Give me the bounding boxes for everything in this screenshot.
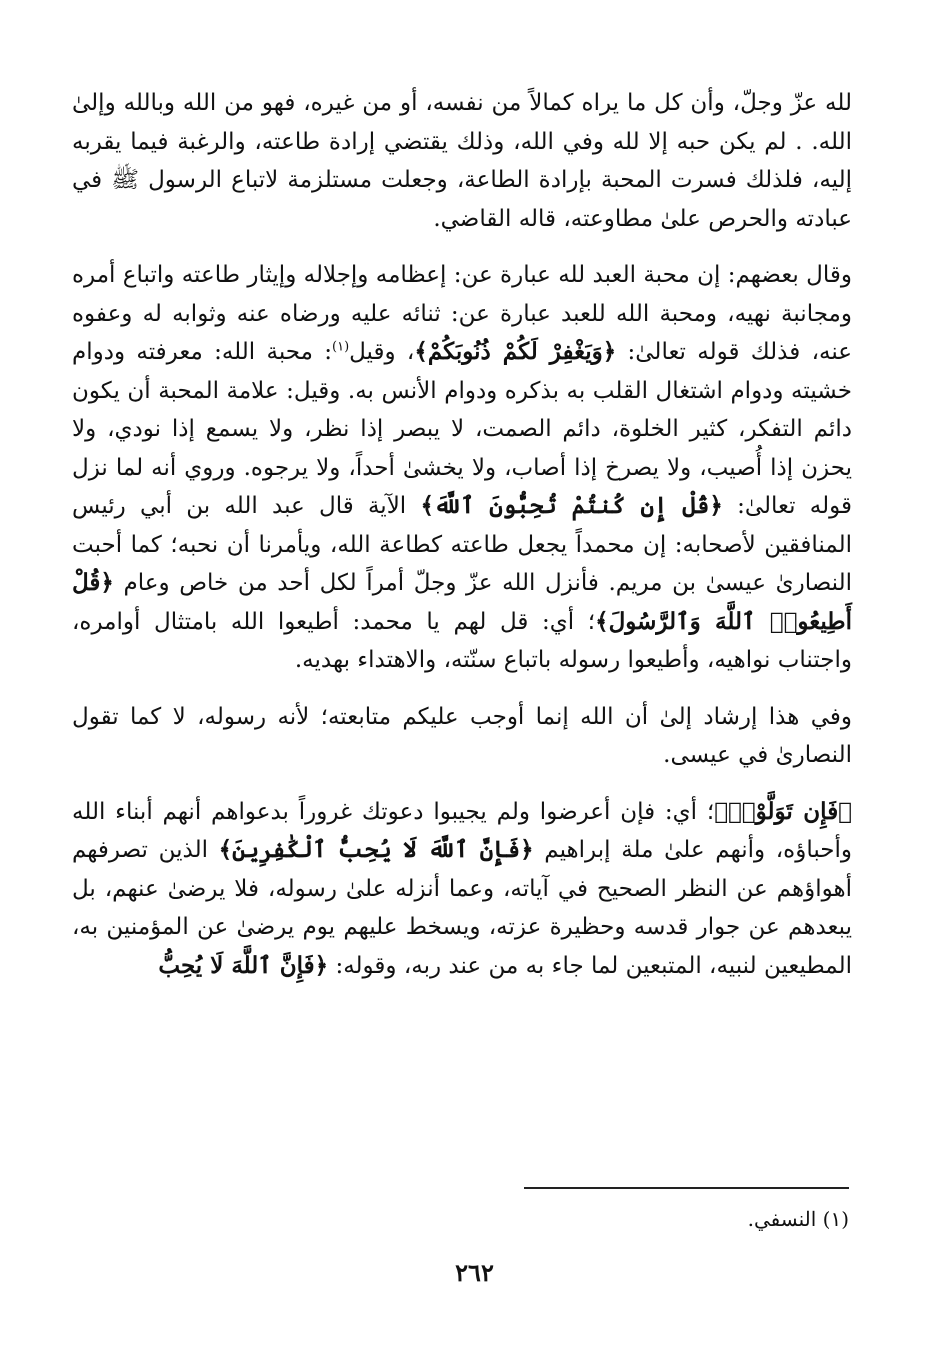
quran-verse: ﴿فَإِنَّ ٱللَّهَ لَا يُحِبُّ ٱلْكَٰفِرِينَ﴾ [218, 836, 534, 863]
paragraph [72, 698, 852, 775]
paragraph [72, 84, 852, 238]
text-segment: الذين تصرفهم أهواؤهم عن النظر الصحيح في آياته، وعما أنزله علىٰ رسوله، فلا يرضىٰ عنهم، بل يبعدهم عن جوار قدسه وحظيرة عزته، ويسخط عليهم يوم يرضىٰ عن المؤمنين به، المطيعين لنبيه، المتبعين لما جاء به من عند ربه، وقوله: [72, 837, 852, 979]
paragraph [72, 256, 852, 680]
quran-verse: ﴿فَإِن تَوَلَّوْا۟﴾ [714, 797, 852, 825]
quran-verse: ﴿وَيَغْفِرْ لَكُمْ ذُنُوبَكُمْ﴾ [414, 338, 617, 365]
page-number: ٢٦٢ [455, 1258, 494, 1287]
text-segment: وفي هذا إرشاد إلىٰ أن الله إنما أوجب عليكم متابعته؛ لأنه رسوله، لا كما تقول النصارىٰ في عيسى. [72, 703, 852, 768]
text-segment: : محبة الله: معرفته ودوام خشيته ودوام اشتغال القلب به بذكره ودوام الأنس به. وقيل: علامة المحبة أن يكون دائم التفكر، كثير الخلوة، دائم الصمت، لا يبصر إذا نظر، ولا يسمع إذا نودي، ولا يحزن إذا أُصيب، ولا يصرخ إذا أصاب، ولا يخشىٰ أحداً، ولا يرجوه. وروي أنه لما نزل قوله تعالىٰ: [72, 339, 852, 519]
main-text [72, 84, 852, 985]
text-segment: ؛ أي: فإن أعرضوا ولم يجيبوا دعوتك غروراً بدعواهم أنهم أبناء الله وأحباؤه، وأنهم علىٰ ملة إبراهيم [72, 798, 853, 863]
footnote-ref: (١) [332, 339, 350, 355]
text-segment: وقال بعضهم: إن محبة العبد لله عبارة عن: إعظامه وإجلاله وإيثار طاعته واتباع أمره ومجانبة نهيه، ومحبة الله للعبد عبارة عن: ثنائه عليه ورضاه عنه وثوابه له وعفوه عنه، فذلك قوله تعالىٰ: [72, 262, 852, 365]
paragraph [72, 793, 852, 986]
text-segment: لله عزّ وجلّ، وأن كل ما يراه كمالاً من نفسه، أو من غيره، فهو من الله وبالله وإلىٰ الله. . لم يكن حبه إلا لله وفي الله، وذلك يقتضي إرادة طاعته، والرغبة فيما يقربه إليه، فلذلك فسرت المحبة بإرادة الطاعة، وجعلت مستلزمة لاتباع الرسول ﷺ في عبادته والحرص علىٰ مطاوعته، قاله القاضي. [72, 90, 852, 232]
text-segment: ؛ أي: قل لهم يا محمد: أطيعوا الله بامتثال أوامره، واجتناب نواهيه، وأطيعوا رسوله باتباع سنّته، والاهتداء بهديه. [72, 608, 852, 673]
footnote: (١) النسفي. [747, 1207, 849, 1231]
quran-verse: ﴿قُلْ أَطِيعُوا۟ ٱللَّهَ وَٱلرَّسُولَ﴾ [72, 569, 852, 635]
quran-verse: ﴿قُلْ إِن كُنتُمْ تُحِبُّونَ ٱللَّهَ﴾ [420, 492, 723, 519]
text-segment: الآية قال عبد الله بن أبي رئيس المنافقين لأصحابه: إن محمداً يجعل طاعته كطاعة الله، ويأمرنا أن نحبه؛ كما أحبت النصارىٰ عيسىٰ بن مريم. فأنزل الله عزّ وجلّ أمراً لكل أحد من خاص وعام [72, 493, 852, 596]
text-segment: ، وقيل [349, 339, 415, 365]
quran-verse: ﴿فَإِنَّ ٱللَّهَ لَا يُحِبُّ [158, 951, 329, 979]
footnote-divider [524, 1187, 849, 1189]
